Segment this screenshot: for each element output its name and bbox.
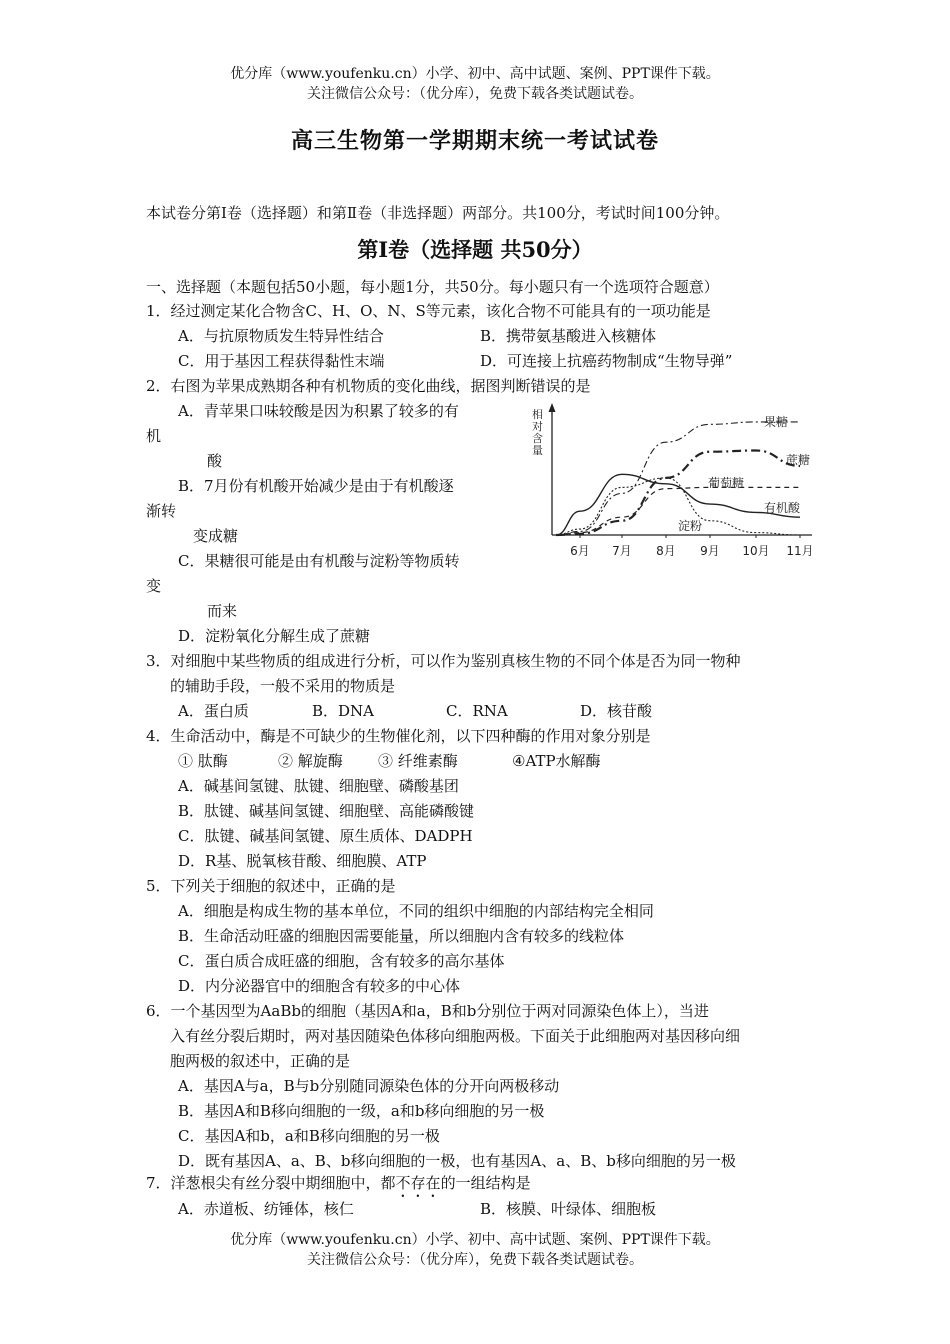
q7-option-b: B．核膜、叶绿体、细胞板 (480, 1200, 657, 1218)
q6-stem-1: 6．一个基因型为AaBb的细胞（基因A和a，B和b分别位于两对同源染色体上），当进 (146, 1002, 709, 1020)
series-label-蔗糖: 蔗糖 (786, 453, 811, 467)
q2-option-b-3: 变成糖 (193, 527, 239, 545)
q3-stem-2: 的辅助手段，一般不采用的物质是 (170, 677, 396, 695)
q7-option-a: A．赤道板、纺锤体，核仁 (178, 1200, 354, 1218)
x-tick-label: 11月 (786, 544, 814, 558)
q3-stem-1: 3．对细胞中某些物质的组成进行分析，可以作为鉴别真核生物的不同个体是否为同一物种 (146, 652, 741, 670)
x-tick-label: 7月 (612, 544, 632, 558)
q4-option-d: D．R基、脱氧核苷酸、细胞膜、ATP (178, 852, 427, 870)
q7-stem-emphasis: 不存在 (395, 1174, 441, 1192)
q1-option-a: A．与抗原物质发生特异性结合 (178, 327, 384, 345)
q1-option-c: C．用于基因工程获得黏性末端 (178, 352, 385, 370)
y-axis-label-char: 含 (532, 432, 543, 445)
exam-intro: 本试卷分第Ⅰ卷（选择题）和第Ⅱ卷（非选择题）两部分。共100分，考试时间100分钟。 (146, 204, 730, 222)
q3-option-c: C．RNA (446, 702, 508, 720)
q5-option-d: D．内分泌器官中的细胞含有较多的中心体 (178, 977, 461, 995)
q4-option-b: B．肽键、碱基间氢键、细胞壁、高能磷酸键 (178, 802, 475, 820)
q1-stem: 1．经过测定某化合物含C、H、O、N、S等元素，该化合物不可能具有的一项功能是 (146, 302, 711, 320)
q1-option-b: B．携带氨基酸进入核糖体 (480, 327, 657, 345)
q7-stem-post: 的一组结构是 (440, 1174, 531, 1192)
q4-enzyme-2: ② 解旋酶 (278, 752, 343, 770)
x-tick-label: 10月 (742, 544, 770, 558)
q6-option-a: A．基因A与a，B与b分别随同源染色体的分开向两极移动 (178, 1077, 560, 1095)
header-line-2: 关注微信公众号：（优分库），免费下载各类试题试卷。 (307, 86, 643, 102)
q2-option-a-3: 酸 (207, 452, 223, 470)
organic-matter-chart (528, 398, 818, 566)
series-label-淀粉: 淀粉 (678, 519, 703, 533)
q2-option-a-2: 机 (146, 427, 162, 445)
q6-option-b: B．基因A和B移向细胞的一级，a和b移向细胞的另一极 (178, 1102, 545, 1120)
q2-option-a-1: A．青苹果口味较酸是因为积累了较多的有 (178, 402, 459, 420)
q1-option-d: D．可连接上抗癌药物制成“生物导弹” (480, 352, 733, 370)
q5-option-c: C．蛋白质合成旺盛的细胞，含有较多的高尔基体 (178, 952, 505, 970)
q5-option-a: A．细胞是构成生物的基本单位，不同的组织中细胞的内部结构完全相同 (178, 902, 654, 920)
section-title: 第Ⅰ卷（选择题 共50分） (357, 237, 593, 262)
header-line-1: 优分库（www.youfenku.cn）小学、初中、高中试题、案例、PPT课件下载。 (230, 66, 720, 82)
q3-option-a: A．蛋白质 (178, 702, 249, 720)
x-tick-label: 8月 (656, 544, 676, 558)
series-label-有机酸: 有机酸 (764, 501, 801, 515)
y-axis-label-char: 对 (532, 420, 543, 433)
x-tick-label: 6月 (570, 544, 590, 558)
q7-stem-pre: 7．洋葱根尖有丝分裂中期细胞中，都 (146, 1174, 396, 1192)
part-title: 一、选择题（本题包括50小题，每小题1分，共50分。每小题只有一个选项符合题意） (146, 278, 719, 296)
series-label-果糖: 果糖 (764, 415, 789, 429)
q2-option-c-1: C．果糖很可能是由有机酸与淀粉等物质转 (178, 552, 460, 570)
q4-option-c: C．肽键、碱基间氢键、原生质体、DADPH (178, 827, 473, 845)
y-axis-label (532, 407, 543, 457)
y-axis-label-char: 相 (532, 408, 543, 421)
q5-option-b: B．生命活动旺盛的细胞因需要能量，所以细胞内含有较多的线粒体 (178, 927, 625, 945)
q2-stem: 2．右图为苹果成熟期各种有机物质的变化曲线，据图判断错误的是 (146, 377, 591, 395)
q5-stem: 5．下列关于细胞的叙述中，正确的是 (146, 877, 396, 895)
q2-option-d: D．淀粉氧化分解生成了蔗糖 (178, 627, 371, 645)
q6-option-d: D．既有基因A、a、B、b移向细胞的一极，也有基因A、a、B、b移向细胞的另一极 (178, 1152, 736, 1170)
y-axis-label-char: 量 (532, 444, 543, 457)
q6-stem-3: 胞两极的叙述中，正确的是 (170, 1052, 351, 1070)
q2-option-b-2: 渐转 (146, 502, 177, 520)
x-tick-label: 9月 (700, 544, 720, 558)
footer-line-2: 关注微信公众号：（优分库），免费下载各类试题试卷。 (307, 1252, 643, 1268)
y-axis-arrow (549, 403, 556, 412)
q4-option-a: A．碱基间氢键、肽键、细胞壁、磷酸基团 (178, 777, 459, 795)
q2-option-c-2: 变 (146, 577, 162, 595)
footer-line-1: 优分库（www.youfenku.cn）小学、初中、高中试题、案例、PPT课件下载。 (230, 1232, 720, 1248)
page-title: 高三生物第一学期期末统一考试试卷 (290, 128, 659, 154)
q2-option-c-3: 而来 (207, 602, 238, 620)
q4-enzyme-3: ③ 纤维素酶 (378, 752, 458, 770)
series-label-葡萄糖: 葡萄糖 (708, 476, 745, 490)
q6-option-c: C．基因A和b，a和B移向细胞的另一极 (178, 1127, 440, 1145)
q4-enzyme-4: ④ATP水解酶 (512, 752, 601, 770)
q6-stem-2: 入有丝分裂后期时，两对基因随染色体移向细胞两极。下面关于此细胞两对基因移向细 (170, 1027, 741, 1045)
q3-option-d: D．核苷酸 (580, 702, 653, 720)
q2-option-b-1: B．7月份有机酸开始减少是由于有机酸逐 (178, 477, 454, 495)
q4-enzyme-1: ① 肽酶 (178, 752, 228, 770)
q4-stem: 4．生命活动中，酶是不可缺少的生物催化剂，以下四种酶的作用对象分别是 (146, 727, 651, 745)
q3-option-b: B．DNA (312, 702, 375, 720)
q7-stem (146, 1172, 531, 1201)
